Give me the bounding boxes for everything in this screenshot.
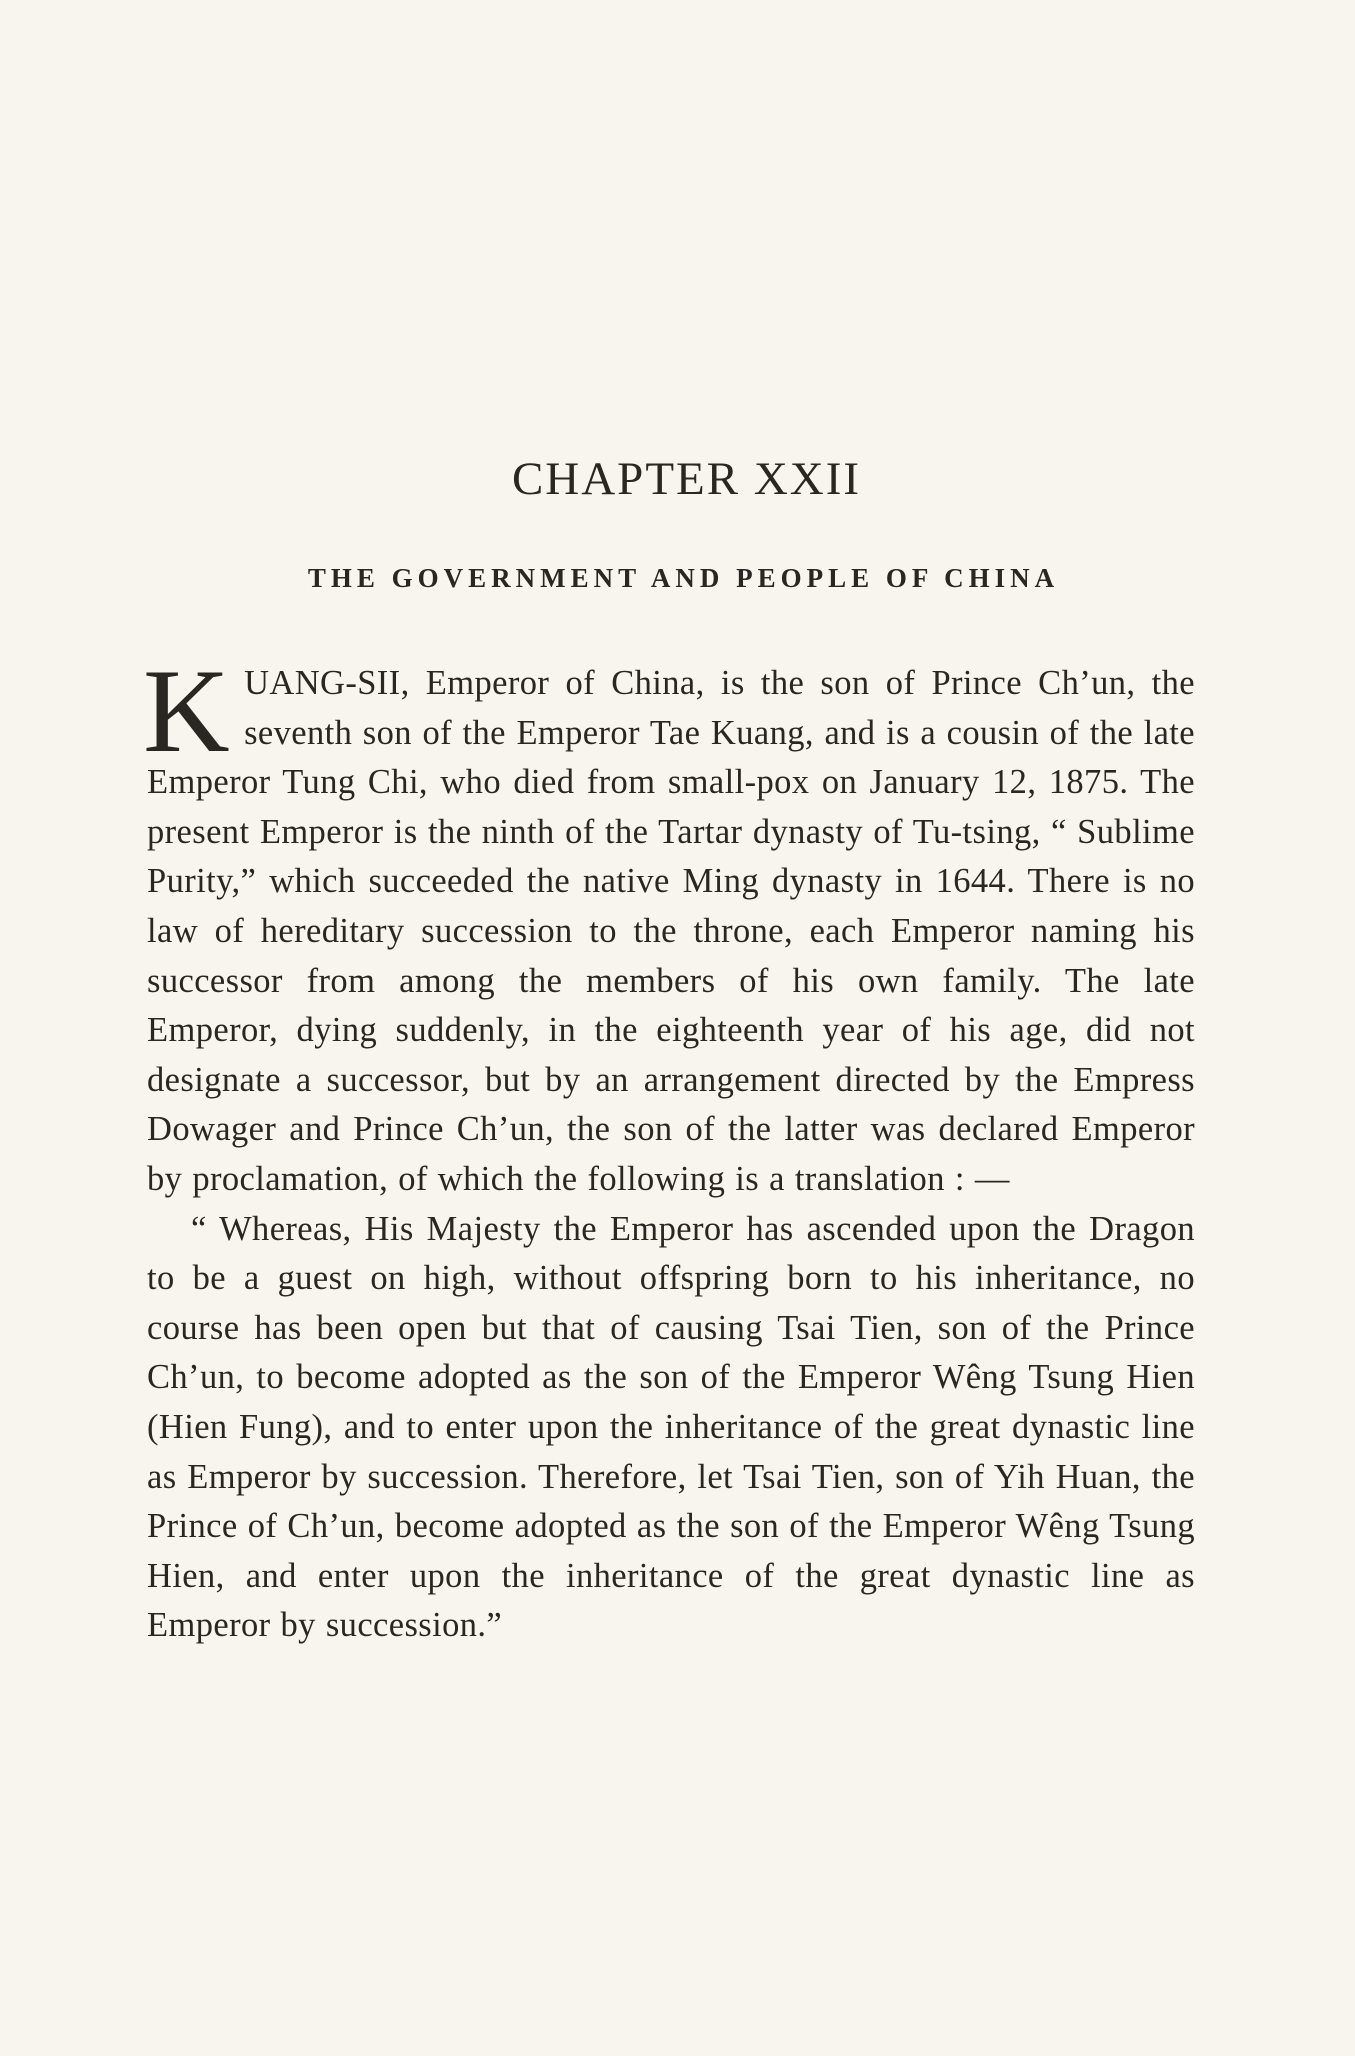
paragraph-proclamation: “ Whereas, His Majesty the Emperor has ascended upon the Dragon to be a guest on high, without offspring born to his inheritance, no course has been open but that of causing Tsai Tien, son of the Prince Ch’un, to become adopted as the son of the Emperor Wêng Tsung Hien (Hien Fung), and to enter upon the inheritance of the great dynastic line as Emperor by succession. Therefore, let Tsai Tien, son of Yih Huan, the Prince of Ch’un, become adopted as the son of the Emperor Wêng Tsung Hien, and enter upon the inheritance of the great dynastic line as Emperor by succession.” [147,1209,1195,1645]
drop-cap: K [143,644,231,777]
chapter-subtitle: THE GOVERNMENT AND PEOPLE OF CHINA [307,563,1060,593]
chapter-title: CHAPTER XXII [511,453,862,505]
chapter-body [143,644,1195,1651]
paragraph-1-text: UANG-SII, Emperor of China, is the son of Prince Ch’un, the seventh son of the Emperor Tae Kuang, and is a cousin of the late Emperor Tung Chi, who died from small-pox on January 12, 1875. The present Emperor is the ninth of the Tartar dynasty of Tu-tsing, “ Sublime Purity,” which succeeded the native Ming dynasty in 1644. There is no law of hereditary succession to the throne, each Emperor naming his successor from among the members of his own family. The late Emperor, dying suddenly, in the eighteenth year of his age, did not designate a successor, but by an arrangement directed by the Empress Dowager and Prince Ch’un, the son of the latter was declared Emperor by proclamation, of which the following is a translation : — [147,664,1195,1198]
paragraph-opening [143,644,1195,1205]
